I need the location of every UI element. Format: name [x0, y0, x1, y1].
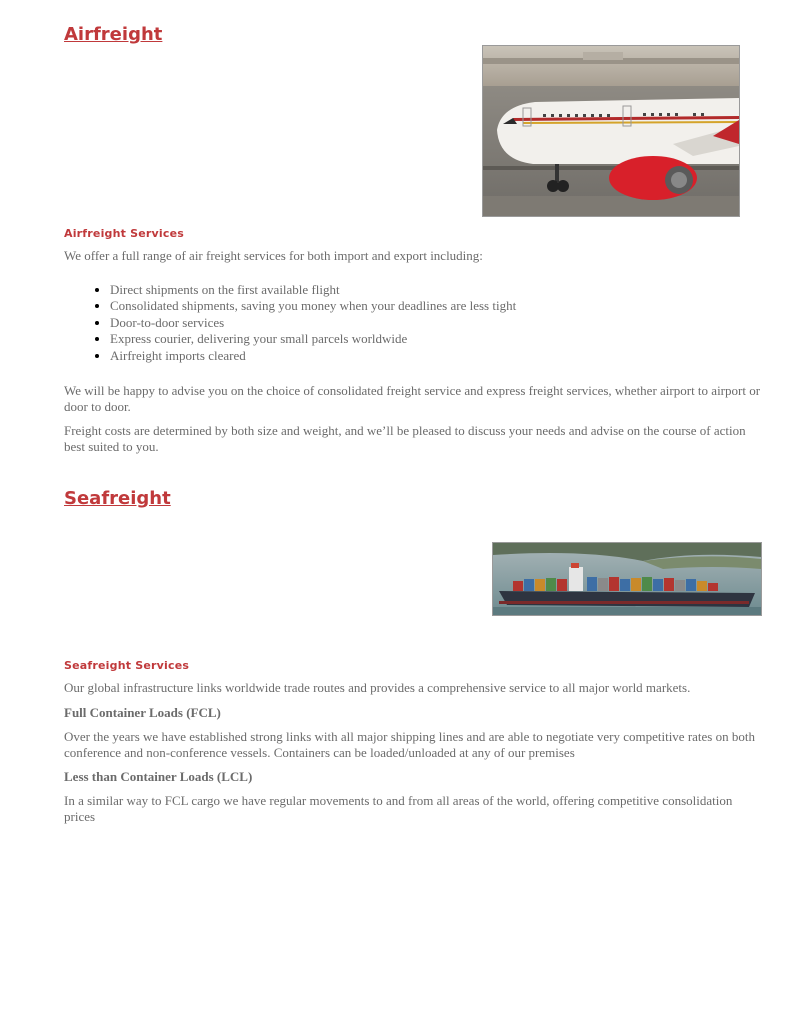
- airfreight-services-list: [64, 282, 516, 364]
- seafreight-intro: Our global infrastructure links worldwide trade routes and provides a comprehensive service to all major world markets.: [64, 680, 691, 695]
- fcl-heading: Full Container Loads (FCL): [64, 705, 221, 720]
- airfreight-costs-paragraph: Freight costs are determined by both size and weight, and we’ll be pleased to discuss your needs and advise on the course of action best suited to you.: [64, 423, 746, 454]
- container-ship-photo: [492, 542, 762, 616]
- airfreight-advice-paragraph: We will be happy to advise you on the choice of consolidated freight service and express freight services, whether airport to airport or door to door.: [64, 383, 761, 414]
- list-item: • Door-to-door services: [110, 315, 516, 331]
- airfreight-intro: We offer a full range of air freight services for both import and export including:: [64, 248, 483, 263]
- lcl-heading: Less than Container Loads (LCL): [64, 769, 253, 784]
- airplane-photo: [482, 45, 740, 217]
- list-item: • Express courier, delivering your small parcels worldwide: [110, 331, 516, 347]
- seafreight-services-subtitle: Seafreight Services: [64, 659, 190, 672]
- airfreight-title-link[interactable]: Airfreight: [64, 24, 163, 45]
- list-item: • Airfreight imports cleared: [110, 348, 516, 364]
- seafreight-title-link[interactable]: Seafreight: [64, 488, 171, 509]
- list-item: • Consolidated shipments, saving you money when your deadlines are less tight: [110, 298, 516, 314]
- airfreight-services-subtitle: Airfreight Services: [64, 227, 185, 240]
- lcl-paragraph: In a similar way to FCL cargo we have regular movements to and from all areas of the world, offering competitive consolidation prices: [64, 793, 733, 824]
- list-item: • Direct shipments on the first available flight: [110, 282, 516, 298]
- fcl-paragraph: Over the years we have established strong links with all major shipping lines and are able to negotiate very competitive rates on both conference and non-conference vessels. Containers can be loaded/unloaded at any of our premises: [64, 729, 755, 760]
